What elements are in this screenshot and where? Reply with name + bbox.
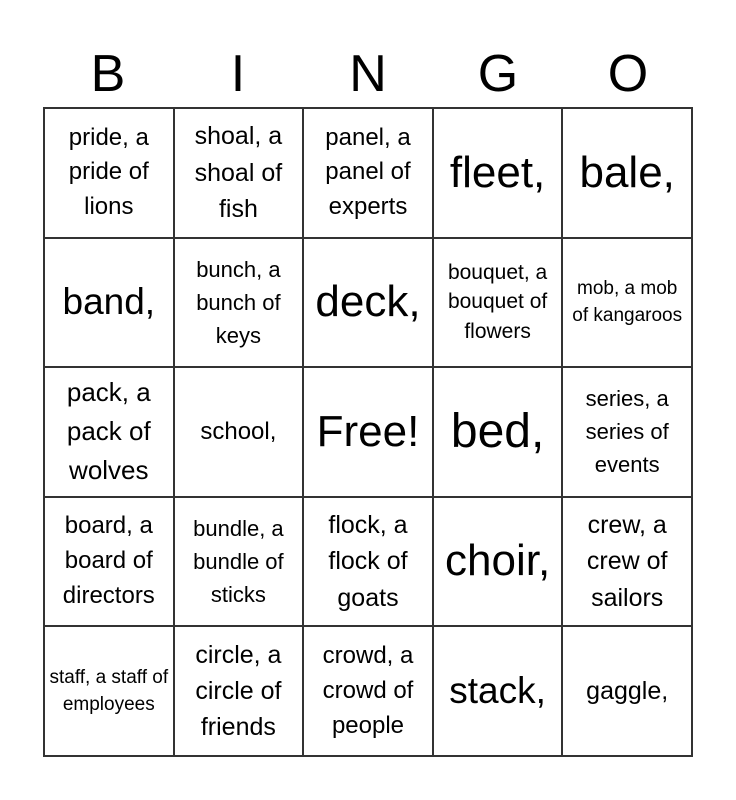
bingo-cell-r5c5 — [562, 626, 692, 756]
header-letter-b: B — [90, 45, 126, 103]
cell-text: bunch, a bunch of keys — [196, 256, 281, 348]
bingo-cell-r1c5 — [562, 108, 692, 238]
bingo-cell-r5c3 — [303, 626, 433, 756]
cell-text: bed, — [450, 404, 545, 458]
bingo-cell-r4c3 — [303, 497, 433, 627]
bingo-cell-r2c4 — [433, 238, 563, 368]
cell-text: bundle, a bundle of sticks — [193, 516, 284, 608]
bingo-cell-r5c4 — [433, 626, 563, 756]
bingo-cell-r2c3 — [303, 238, 433, 368]
cell-text: shoal, a shoal of fish — [194, 122, 283, 223]
header-letter-g: G — [477, 45, 519, 103]
cell-text: stack, — [449, 669, 546, 711]
cell-text: crew, a crew of sailors — [586, 511, 668, 612]
cell-text: mob, a mob of kangaroos — [572, 277, 683, 327]
cell-text: panel, a panel of experts — [325, 123, 411, 221]
header-letter-n: N — [349, 45, 387, 103]
bingo-cell-r4c4 — [433, 497, 563, 627]
bingo-cell-r1c2 — [174, 108, 304, 238]
cell-text: choir, — [445, 536, 551, 586]
cell-text: fleet, — [449, 147, 546, 197]
bingo-cell-r3c5 — [562, 367, 692, 497]
cell-text: circle, a circle of friends — [195, 640, 282, 742]
cell-text: board, a board of directors — [62, 512, 155, 609]
cell-text: crowd, a crowd of people — [322, 642, 414, 739]
cell-text: series, a series of events — [585, 386, 669, 478]
cell-text: bouquet, a bouquet of flowers — [447, 260, 548, 344]
bingo-cell-r4c2 — [174, 497, 304, 627]
bingo-cell-r3c1 — [44, 367, 174, 497]
bingo-cell-r1c1 — [44, 108, 174, 238]
bingo-board — [43, 107, 693, 757]
header-letter-i: I — [230, 45, 246, 103]
bingo-cell-r5c2 — [174, 626, 304, 756]
bingo-cell-r3c4 — [433, 367, 563, 497]
bingo-cell-r5c1 — [44, 626, 174, 756]
cell-text: gaggle, — [586, 677, 669, 706]
bingo-cell-r2c2 — [174, 238, 304, 368]
cell-text free-space: Free! — [316, 406, 420, 456]
bingo-cell-r2c5 — [562, 238, 692, 368]
cell-text: pack, a pack of wolves — [66, 377, 151, 486]
bingo-cell-r3c3 — [303, 367, 433, 497]
bingo-cell-r1c3 — [303, 108, 433, 238]
cell-text: school, — [200, 417, 277, 445]
cell-text: pride, a pride of lions — [68, 123, 149, 221]
bingo-cell-r1c4 — [433, 108, 563, 238]
bingo-header — [43, 40, 693, 108]
cell-text: deck, — [315, 277, 421, 327]
bingo-cell-r3c2 — [174, 367, 304, 497]
bingo-cell-r4c1 — [44, 497, 174, 627]
cell-text: staff, a staff of employees — [49, 666, 169, 716]
bingo-cell-r4c5 — [562, 497, 692, 627]
cell-text: bale, — [579, 147, 675, 197]
bingo-cell-r2c1 — [44, 238, 174, 368]
header-letter-o: O — [607, 45, 649, 103]
cell-text: band, — [62, 281, 156, 323]
cell-text: flock, a flock of goats — [328, 511, 408, 612]
